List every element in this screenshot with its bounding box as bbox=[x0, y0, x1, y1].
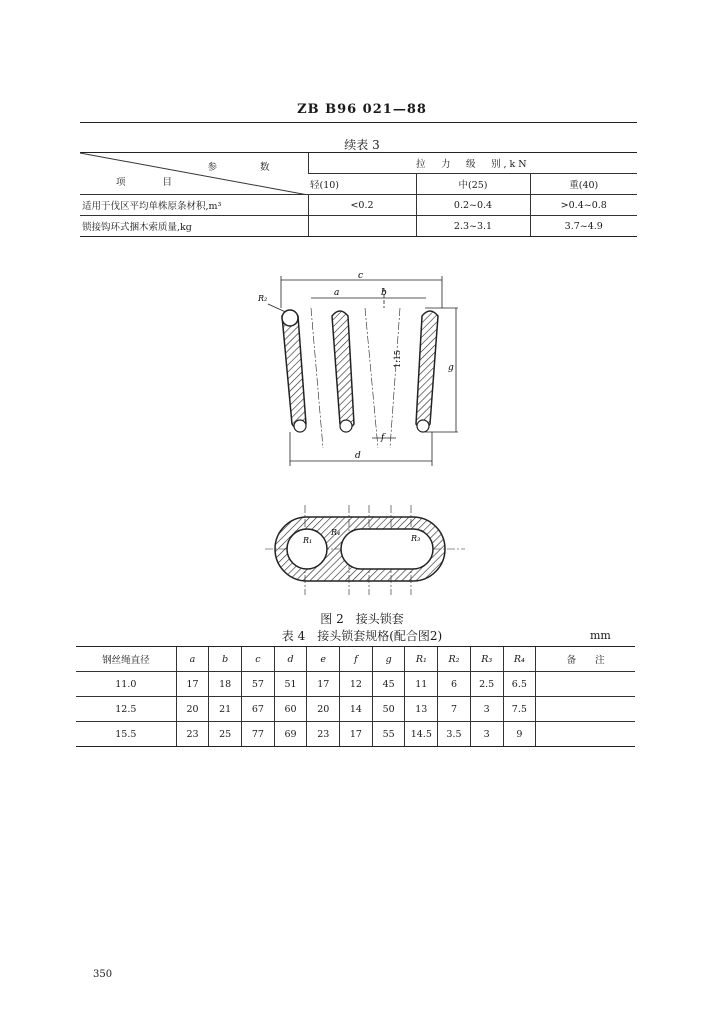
col-header: d bbox=[274, 647, 307, 672]
table-cell: 6.5 bbox=[503, 672, 536, 697]
label-taper: 1:15 bbox=[393, 350, 402, 368]
label-r2: R₂ bbox=[258, 294, 268, 303]
col-header: 备 注 bbox=[536, 647, 635, 672]
standard-code: ZB B96 021—88 bbox=[297, 102, 427, 117]
col-header: 钢丝绳直径 bbox=[76, 647, 176, 672]
table-cell: 25 bbox=[209, 722, 242, 747]
table-cell: 17 bbox=[176, 672, 209, 697]
table3 bbox=[80, 152, 637, 237]
table-cell: 14 bbox=[340, 697, 373, 722]
table-cell: 50 bbox=[372, 697, 405, 722]
table-cell: 45 bbox=[372, 672, 405, 697]
table-cell: 21 bbox=[209, 697, 242, 722]
label-r1: R₁ bbox=[303, 536, 313, 545]
table-cell: 2.5 bbox=[470, 672, 503, 697]
table-cell: 15.5 bbox=[76, 722, 176, 747]
table-cell: 14.5 bbox=[405, 722, 438, 747]
table-cell bbox=[536, 672, 635, 697]
label-a: a bbox=[334, 288, 340, 298]
table-cell: 12.5 bbox=[76, 697, 176, 722]
col-header: R₄ bbox=[503, 647, 536, 672]
table4-unit: mm bbox=[590, 629, 611, 642]
diagonal-header-cell bbox=[80, 153, 308, 195]
table-cell: 57 bbox=[242, 672, 275, 697]
table-cell: 17 bbox=[340, 722, 373, 747]
table-cell bbox=[536, 697, 635, 722]
header-item: 项 目 bbox=[116, 177, 179, 188]
table-cell: 17 bbox=[307, 672, 340, 697]
label-r4: R₄ bbox=[331, 528, 341, 537]
header-group: 拉 力 级 别,kN bbox=[308, 153, 637, 174]
table-cell: 51 bbox=[274, 672, 307, 697]
figure-caption: 图 2 接头锁套 bbox=[320, 612, 404, 626]
col-header: R₁ bbox=[405, 647, 438, 672]
col-header: c bbox=[242, 647, 275, 672]
row-label: 适用于伐区平均单株原条材积,m³ bbox=[80, 195, 308, 216]
cell: 2.3~3.1 bbox=[416, 216, 530, 237]
table-cell: 13 bbox=[405, 697, 438, 722]
label-r3: R₃ bbox=[411, 534, 421, 543]
level-medium: 中(25) bbox=[416, 174, 530, 195]
table-cell: 3 bbox=[470, 722, 503, 747]
table-cell: 12 bbox=[340, 672, 373, 697]
table-cell bbox=[536, 722, 635, 747]
table-cell: 55 bbox=[372, 722, 405, 747]
table-cell: 3 bbox=[470, 697, 503, 722]
table-cell: 23 bbox=[307, 722, 340, 747]
table-cell: 77 bbox=[242, 722, 275, 747]
col-header: a bbox=[176, 647, 209, 672]
table-cell: 3.5 bbox=[438, 722, 471, 747]
table4 bbox=[76, 646, 635, 747]
col-header: g bbox=[372, 647, 405, 672]
label-c: c bbox=[358, 271, 364, 281]
cell bbox=[308, 216, 416, 237]
table-cell: 67 bbox=[242, 697, 275, 722]
label-b: b bbox=[381, 288, 387, 298]
header-rule bbox=[80, 122, 637, 123]
col-header: R₃ bbox=[470, 647, 503, 672]
row-label: 锁接钩环式捆木索质量,kg bbox=[80, 216, 308, 237]
lock-sleeve-top-view bbox=[265, 505, 465, 595]
table-cell: 7.5 bbox=[503, 697, 536, 722]
table-cell: 60 bbox=[274, 697, 307, 722]
col-header: e bbox=[307, 647, 340, 672]
table-cell: 7 bbox=[438, 697, 471, 722]
lock-sleeve-side-view bbox=[250, 268, 500, 478]
label-g: g bbox=[448, 363, 454, 373]
header-param: 参 数 bbox=[207, 162, 278, 173]
cell: 0.2~0.4 bbox=[416, 195, 530, 216]
table-cell: 20 bbox=[307, 697, 340, 722]
col-header: f bbox=[340, 647, 373, 672]
table-cell: 18 bbox=[209, 672, 242, 697]
level-heavy: 重(40) bbox=[530, 174, 637, 195]
table-cell: 6 bbox=[438, 672, 471, 697]
table-cell: 11.0 bbox=[76, 672, 176, 697]
table-cell: 23 bbox=[176, 722, 209, 747]
table3-title: 续表 3 bbox=[344, 138, 380, 152]
page-number: 350 bbox=[93, 969, 113, 980]
cell: >0.4~0.8 bbox=[530, 195, 637, 216]
label-f: f bbox=[381, 433, 385, 443]
label-d: d bbox=[355, 451, 361, 461]
col-header: b bbox=[209, 647, 242, 672]
table4-title: 表 4 接头锁套规格(配合图2) bbox=[281, 629, 443, 643]
cell: <0.2 bbox=[308, 195, 416, 216]
col-header: R₂ bbox=[438, 647, 471, 672]
cell: 3.7~4.9 bbox=[530, 216, 637, 237]
table-cell: 11 bbox=[405, 672, 438, 697]
level-light: 轻(10) bbox=[308, 174, 416, 195]
table-cell: 20 bbox=[176, 697, 209, 722]
table-cell: 9 bbox=[503, 722, 536, 747]
table-cell: 69 bbox=[274, 722, 307, 747]
